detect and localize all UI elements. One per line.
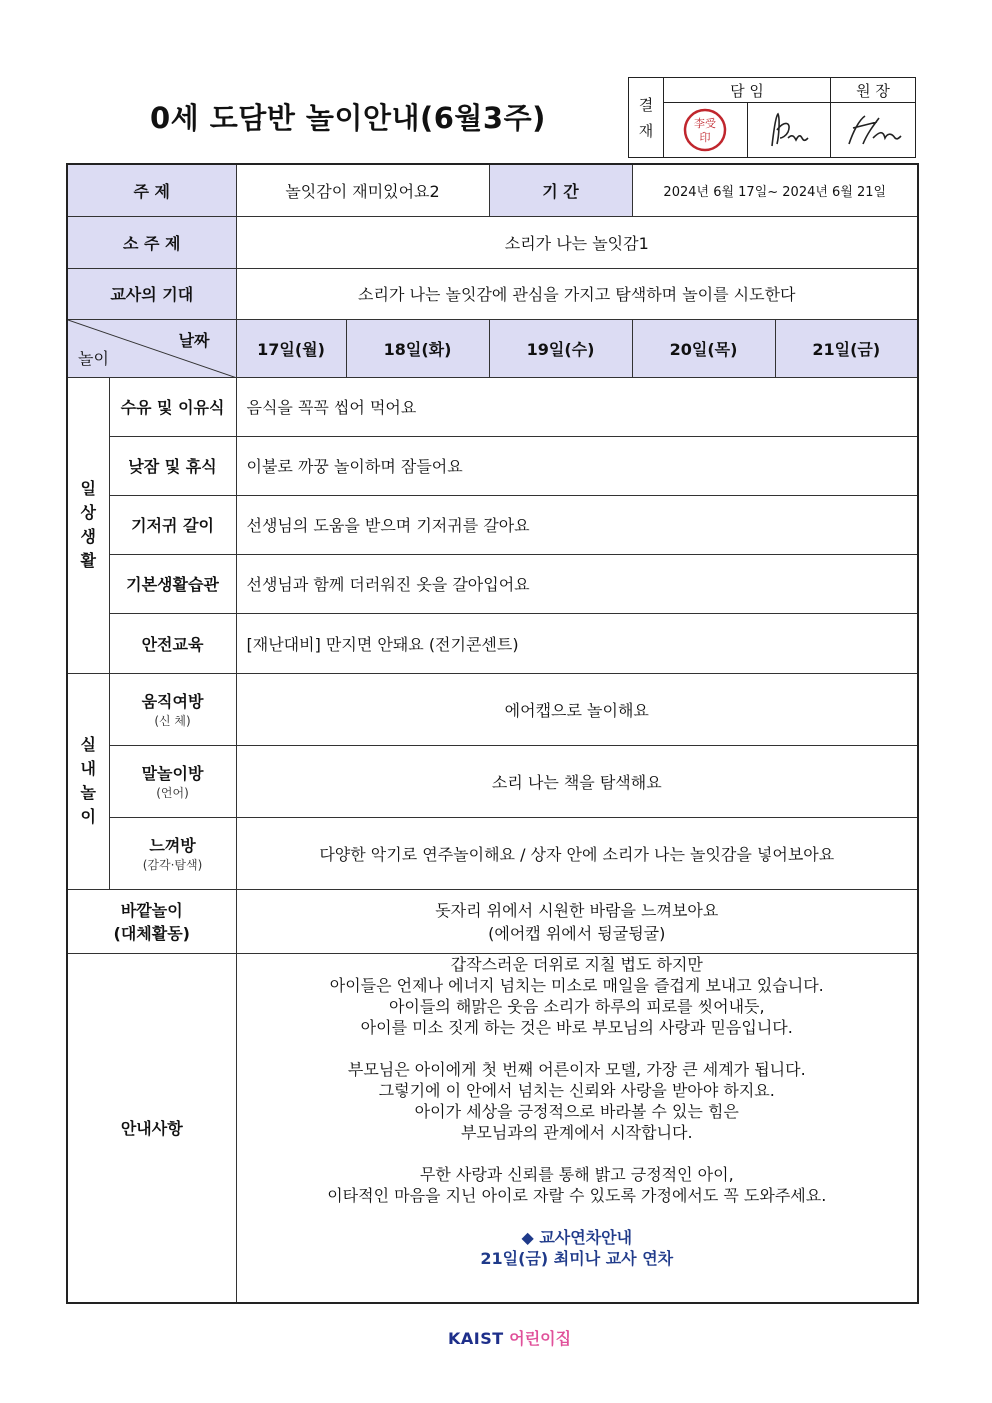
expectation-value: 소리가 나는 놀잇감에 관심을 가지고 탐색하며 놀이를 시도한다 xyxy=(236,268,918,319)
approval-box xyxy=(628,77,916,158)
notice-line: 부모님과의 관계에서 시작합니다. xyxy=(460,1122,693,1142)
notice-line: 이타적인 마음을 지닌 아이로 자랄 수 있도록 가정에서도 꼭 도와주세요. xyxy=(327,1185,827,1205)
daily-row-label: 낮잠 및 휴식 xyxy=(109,436,236,495)
day-header: 17일(월) xyxy=(236,319,346,377)
stamp-seal-icon xyxy=(683,108,727,152)
svg-text:印: 印 xyxy=(699,131,711,144)
daily-row-label: 수유 및 이유식 xyxy=(109,377,236,436)
notice-line xyxy=(241,1038,914,1059)
subtheme-value: 소리가 나는 놀잇감1 xyxy=(236,216,918,268)
logo-kids-text: 어린이집 xyxy=(509,1329,572,1348)
group-char: 상 xyxy=(80,503,96,522)
theme-value: 놀잇감이 재미있어요2 xyxy=(236,164,489,216)
director-signature xyxy=(831,103,916,158)
group-char: 이 xyxy=(80,807,96,826)
daily-row-value: 선생님과 함께 더러워진 옷을 갈아입어요 xyxy=(236,554,918,613)
notice-line: 아이들은 언제나 에너지 넘치는 미소로 매일을 즐겁게 보내고 있습니다. xyxy=(329,975,824,995)
weekly-plan-table xyxy=(66,163,919,1304)
date-play-corner xyxy=(67,319,236,377)
approval-teacher-header: 담 임 xyxy=(664,78,831,103)
notice-line xyxy=(241,1206,914,1227)
outdoor-label-2: (대체활동) xyxy=(113,924,190,943)
indoor-row-title: 느껴방 xyxy=(149,836,196,855)
daily-row-value: [재난대비] 만지면 안돼요 (전기콘센트) xyxy=(236,613,918,673)
indoor-play-group-label xyxy=(67,673,109,889)
day-header: 18일(화) xyxy=(346,319,489,377)
day-header: 20일(목) xyxy=(632,319,775,377)
daily-row-value: 선생님의 도움을 받으며 기저귀를 갈아요 xyxy=(236,495,918,554)
indoor-row-label xyxy=(109,673,236,745)
indoor-row-label xyxy=(109,745,236,817)
group-char: 일 xyxy=(80,479,96,498)
outdoor-value-2: (에어캡 위에서 뒹굴뒹굴) xyxy=(488,924,666,943)
notice-lines xyxy=(241,954,914,1227)
indoor-row-value: 에어캡으로 놀이해요 xyxy=(236,673,918,745)
day-header: 21일(금) xyxy=(775,319,918,377)
daily-life-group-label xyxy=(67,377,109,673)
subtheme-label: 소 주 제 xyxy=(67,216,236,268)
teacher-signature-icon xyxy=(764,108,814,152)
outdoor-label xyxy=(67,889,236,953)
outdoor-label-1: 바깥놀이 xyxy=(120,901,183,920)
date-corner-label: 날짜 xyxy=(178,330,210,350)
daily-row-label: 기본생활습관 xyxy=(109,554,236,613)
period-value: 2024년 6월 17일~ 2024년 6월 21일 xyxy=(632,164,918,216)
director-signature-icon xyxy=(843,108,903,152)
notice-highlight-title: ◆ 교사연차안내 xyxy=(521,1227,633,1247)
approval-director-header: 원 장 xyxy=(831,78,916,103)
logo-kaist-text: KAIST xyxy=(448,1329,504,1348)
teacher-signature xyxy=(747,103,831,158)
indoor-row-value: 다양한 악기로 연주놀이해요 / 상자 안에 소리가 나는 놀잇감을 넣어보아요 xyxy=(236,817,918,889)
group-char: 생 xyxy=(80,527,96,546)
notice-highlight-detail: 21일(금) 최미나 교사 연차 xyxy=(480,1248,674,1268)
group-char: 놀 xyxy=(80,783,96,802)
daily-row-value: 이불로 까꿍 놀이하며 잠들어요 xyxy=(236,436,918,495)
daily-row-label: 안전교육 xyxy=(109,613,236,673)
notice-line: 부모님은 아이에게 첫 번째 어른이자 모델, 가장 큰 세계가 됩니다. xyxy=(347,1059,806,1079)
indoor-row-sub: (감각·탐색) xyxy=(142,858,203,872)
daily-row-label: 기저귀 갈이 xyxy=(109,495,236,554)
svg-text:李受: 李受 xyxy=(694,117,717,130)
notice-line: 아이들의 해맑은 웃음 소리가 하루의 피로를 씻어내듯, xyxy=(388,996,765,1016)
notice-line: 그렇기에 이 안에서 넘치는 신뢰와 사랑을 받아야 하지요. xyxy=(378,1080,775,1100)
theme-label: 주 제 xyxy=(67,164,236,216)
kindergarten-logo xyxy=(448,1326,571,1349)
notice-line: 갑작스러운 더위로 지칠 법도 하지만 xyxy=(450,954,703,974)
group-char: 실 xyxy=(80,735,96,754)
notice-line xyxy=(241,1143,914,1164)
outdoor-value-1: 돗자리 위에서 시원한 바람을 느껴보아요 xyxy=(435,901,719,920)
approval-side-label-1: 결 xyxy=(638,95,654,114)
daily-row-value: 음식을 꼭꼭 씹어 먹어요 xyxy=(236,377,918,436)
notice-label: 안내사항 xyxy=(67,953,236,1303)
page-title: 0세 도담반 놀이안내(6월3주) xyxy=(150,101,546,135)
indoor-row-title: 말놀이방 xyxy=(141,764,204,783)
expectation-label: 교사의 기대 xyxy=(67,268,236,319)
group-char: 활 xyxy=(80,551,96,570)
indoor-row-title: 움직여방 xyxy=(141,692,204,711)
approval-side-label xyxy=(629,78,664,158)
notice-line: 아이를 미소 짓게 하는 것은 바로 부모님의 사랑과 믿음입니다. xyxy=(360,1017,793,1037)
day-header: 19일(수) xyxy=(489,319,632,377)
indoor-row-label xyxy=(109,817,236,889)
period-label: 기 간 xyxy=(489,164,632,216)
teacher-stamp xyxy=(664,103,748,158)
notice-line: 무한 사랑과 신뢰를 통해 밝고 긍정적인 아이, xyxy=(419,1164,734,1184)
indoor-row-value: 소리 나는 책을 탐색해요 xyxy=(236,745,918,817)
notice-line: 아이가 세상을 긍정적으로 바라볼 수 있는 힘은 xyxy=(414,1101,739,1121)
group-char: 내 xyxy=(80,759,96,778)
indoor-row-sub: (언어) xyxy=(156,786,189,800)
play-corner-label: 놀이 xyxy=(78,348,109,368)
outdoor-value xyxy=(236,889,918,953)
indoor-row-sub: (신 체) xyxy=(154,714,191,728)
approval-side-label-2: 재 xyxy=(638,121,654,140)
notice-body xyxy=(236,953,918,1303)
